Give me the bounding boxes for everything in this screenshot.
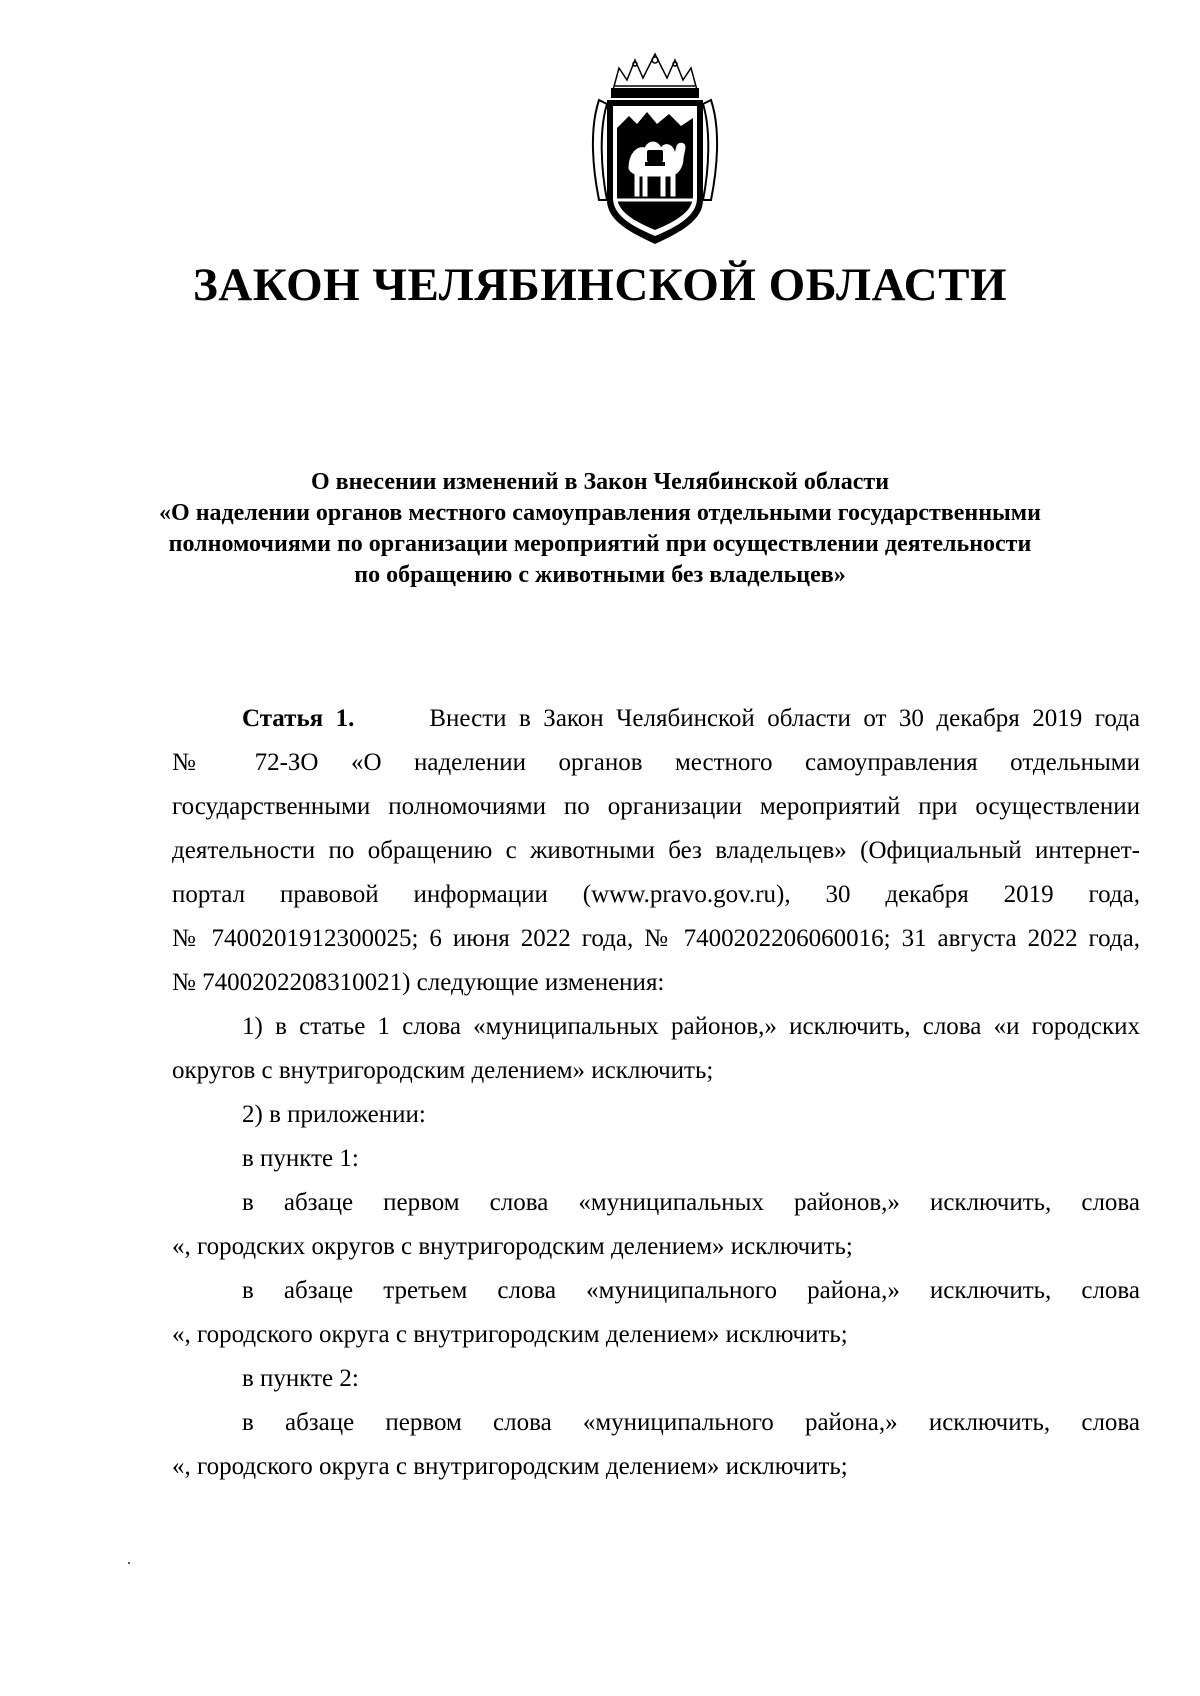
point-2-paragraph-1-line: в абзаце первом слова «муниципального района,» исключить, слова [242,1409,1140,1436]
subject-line: «О наделении органов местного самоуправления отдельными государственными [159,500,1041,526]
article-heading: Статья 1. [242,705,355,732]
subject-line: полномочиями по организации мероприятий при осуществлении деятельности [168,531,1032,557]
article-intro-line: деятельности по обращению с животными без владельцев» (Официальный интернет- [172,837,1140,864]
article-intro-line: портал правовой информации (www.pravo.gov.ru), 30 декабря 2019 года, [172,881,1140,908]
point-1-paragraph-1-line: «, городских округов с внутригородским делением» исключить; [172,1233,853,1260]
article-intro-line: № 7400202208310021) следующие изменения: [172,969,665,996]
law-title: ЗАКОН ЧЕЛЯБИНСКОЙ ОБЛАСТИ [192,259,1008,311]
coat-of-arms-icon [585,50,725,250]
scan-speck [128,1562,130,1564]
item-2: 2) в приложении: [242,1101,426,1128]
article-intro-first: Внести в Закон Челябинской области от 30 декабря 2019 года [429,705,1140,732]
subject-line: по обращению с животными без владельцев» [354,562,846,588]
item-1-line: округов с внутригородским делением» исключить; [172,1057,714,1084]
point-2-paragraph-1-line: «, городского округа с внутригородским делением» исключить; [172,1453,848,1480]
article-intro-line: № 72-ЗО «О наделении органов местного самоуправления отдельными [172,749,1140,776]
article-intro-line: государственными полномочиями по организации мероприятий при осуществлении [172,793,1140,820]
subject-line: О внесении изменений в Закон Челябинской области [310,469,890,495]
point-1-label: в пункте 1: [242,1145,359,1172]
law-subject [120,467,1080,591]
item-1-line: 1) в статье 1 слова «муниципальных районов,» исключить, слова «и городских [242,1013,1140,1040]
article-intro-line [242,697,1140,741]
point-1-paragraph-1-line: в абзаце первом слова «муниципальных районов,» исключить, слова [242,1189,1140,1216]
article-intro-line: № 7400201912300025; 6 июня 2022 года, № 7400202206060016; 31 августа 2022 года, [172,925,1140,952]
point-1-paragraph-3-line: «, городского округа с внутригородским делением» исключить; [172,1321,848,1348]
point-2-label: в пункте 2: [242,1365,359,1392]
point-1-paragraph-3-line: в абзаце третьем слова «муниципального района,» исключить, слова [242,1277,1140,1304]
